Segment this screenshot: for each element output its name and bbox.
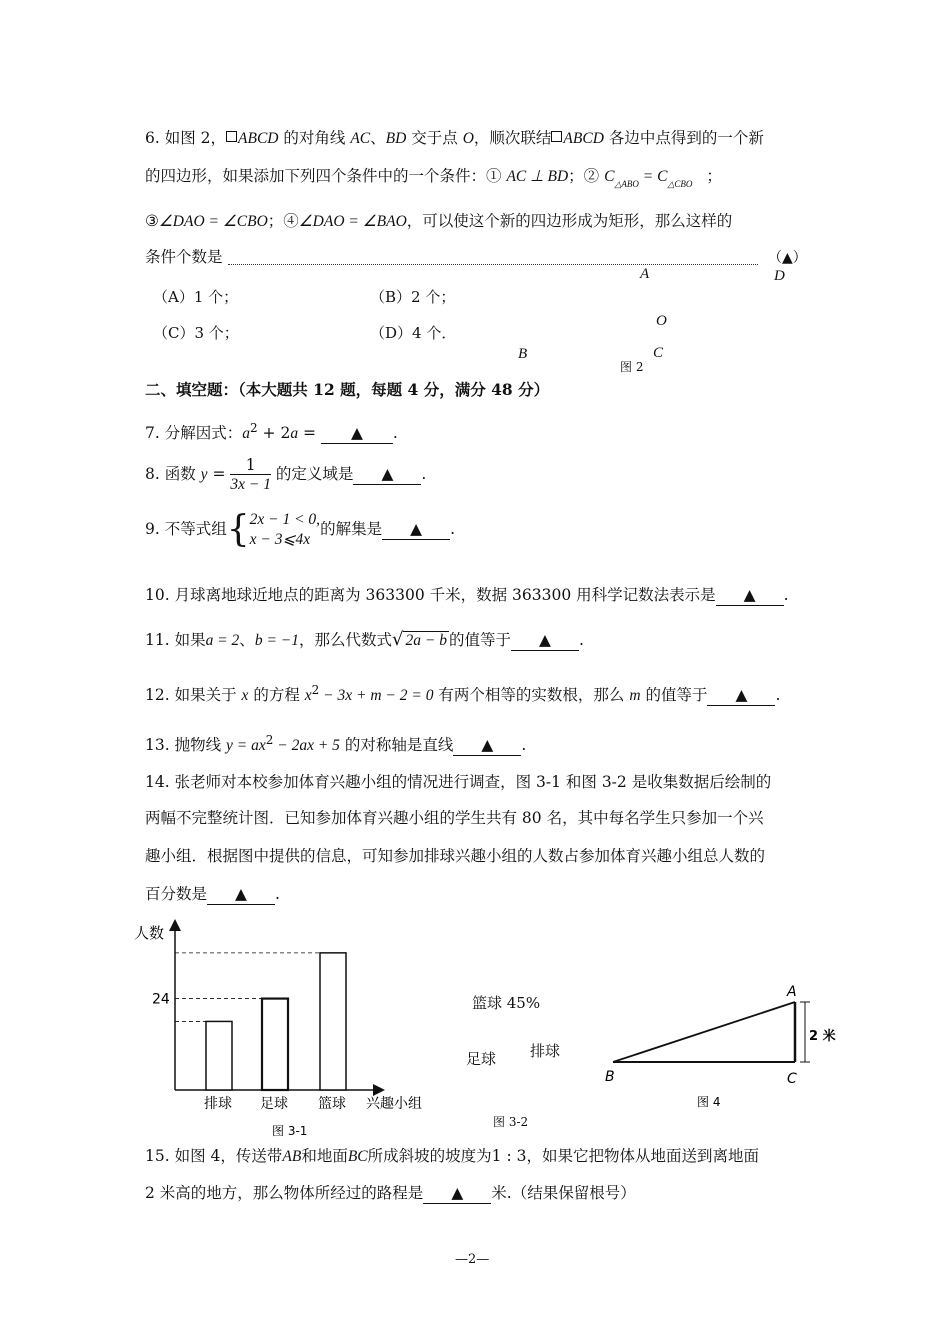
q14-answer-blank[interactable]: ▲ bbox=[207, 884, 275, 905]
q11-answer-blank[interactable]: ▲ bbox=[511, 630, 579, 651]
fig4-triangle bbox=[595, 980, 845, 1110]
parallelogram-icon bbox=[551, 131, 562, 142]
fig2-label-a: A bbox=[640, 266, 650, 282]
q14-line4: 百分数是 ▲ . bbox=[145, 885, 280, 903]
y-tick-label-24: 24 bbox=[152, 991, 170, 1008]
bar-篮球 bbox=[320, 953, 346, 1090]
fig3-2-caption: 图 3-2 bbox=[493, 1115, 529, 1129]
page-number: —2— bbox=[455, 1252, 490, 1267]
fig4-height-label: 2 米 bbox=[809, 1029, 836, 1044]
q6-answer-mark: （▲） bbox=[768, 250, 807, 266]
fig4-label-b: B bbox=[605, 1069, 615, 1085]
q9: 9. 不等式组{ 2x − 1 < 0, x − 3⩽4x 的解集是 ▲ . bbox=[145, 509, 456, 550]
x-tick-label-football: 足球 bbox=[260, 1096, 288, 1112]
q7: 7. 分解因式：$a^2 + 2a$ = ▲ . bbox=[145, 421, 398, 443]
y-axis-label: 人数 bbox=[134, 924, 165, 942]
q10: 10. 月球离地球近地点的距离为 363300 千米，数据 363300 用科学记数法表示是 ▲ . bbox=[145, 586, 789, 604]
bar-足球 bbox=[262, 999, 288, 1090]
q6-line4: 条件个数是 bbox=[145, 248, 223, 266]
q6-line2: 的四边形，如果添加下列四个条件中的一个条件：① AC ⊥ BD；② $C_{\triangle ABO} = C_{\triangle CBO}$ ； bbox=[145, 167, 722, 189]
q10-answer-blank[interactable]: ▲ bbox=[716, 585, 784, 606]
x-axis-label: 兴趣小组 bbox=[366, 1096, 422, 1112]
q15-answer-blank[interactable]: ▲ bbox=[423, 1183, 491, 1204]
q6-line1: 6. 如图 2， ABCD 的对角线 AC、BD 交于点 O，顺次联结 ABCD 各边中点得到的一个新 bbox=[145, 129, 764, 147]
q8: 8. 函数 y = $\frac{1}{3x - 1}$ 的定义域是 ▲ . bbox=[145, 456, 427, 493]
q12-answer-blank[interactable]: ▲ bbox=[707, 685, 775, 706]
fig3-2-label-football: 足球 bbox=[466, 1050, 497, 1068]
bar-排球 bbox=[206, 1021, 232, 1090]
fig2-label-o: O bbox=[656, 313, 667, 329]
fig2-label-c: C bbox=[653, 345, 664, 361]
q6-line3: ③∠DAO = ∠CBO；④∠DAO = ∠BAO，可以使这个新的四边形成为矩形，那么这样的 bbox=[145, 212, 733, 230]
fig2-label-b: B bbox=[518, 346, 528, 362]
fig2-label-d: D bbox=[774, 268, 785, 284]
q12: 12. 如果关于 x 的方程 $x^2 - 3x + m - 2 = 0$ 有两个相等的实数根，那么 m 的值等于 ▲ . bbox=[145, 683, 781, 705]
fig2-caption: 图 2 bbox=[620, 360, 644, 374]
q8-answer-blank[interactable]: ▲ bbox=[353, 464, 421, 485]
q13: 13. 抛物线 $y = ax^2 - 2ax + 5$ 的对称轴是直线 ▲ . bbox=[145, 733, 527, 755]
x-tick-label-volleyball: 排球 bbox=[204, 1096, 232, 1112]
q6-option-c: （C）3 个； bbox=[153, 324, 239, 342]
section-2-header: 二、填空题：（本大题共 12 题，每题 4 分，满分 48 分） bbox=[145, 380, 550, 399]
parallelogram-icon bbox=[226, 131, 237, 142]
q8-fraction: $\frac{1}{3x - 1}$ bbox=[230, 456, 271, 493]
q11: 11. 如果a = 2、b = −1，那么代数式√ 2a − b 的值等于 ▲ . bbox=[145, 629, 584, 650]
fig4-caption: 图 4 bbox=[697, 1095, 721, 1109]
fig3-2-label-volleyball: 排球 bbox=[530, 1042, 561, 1060]
fig4-label-c: C bbox=[787, 1071, 797, 1087]
q14-line2: 两幅不完整统计图．已知参加体育兴趣小组的学生共有 80 名，其中每名学生只参加一个兴 bbox=[145, 809, 764, 827]
fig3-1-caption: 图 3-1 bbox=[272, 1124, 308, 1138]
side-ab bbox=[613, 1002, 795, 1062]
q6-option-b: （B）2 个； bbox=[370, 288, 456, 306]
q6-option-a: （A）1 个； bbox=[153, 288, 239, 306]
q9-answer-blank[interactable]: ▲ bbox=[382, 519, 450, 540]
q15-line2: 2 米高的地方，那么物体所经过的路程是 ▲ 米.（结果保留根号） bbox=[145, 1184, 636, 1202]
q13-answer-blank[interactable]: ▲ bbox=[453, 735, 521, 756]
q15-line1: 15. 如图 4，传送带AB和地面BC所成斜坡的坡度为1 : 3，如果它把物体从地面送到离地面 bbox=[145, 1147, 759, 1165]
fig3-1-bar-chart bbox=[120, 910, 450, 1150]
fig3-2-label-basketball: 篮球 45% bbox=[472, 994, 541, 1012]
q6-option-d: （D）4 个． bbox=[370, 324, 457, 342]
leader-dots bbox=[228, 244, 758, 265]
x-tick-label-basketball: 篮球 bbox=[318, 1096, 346, 1112]
q14-line1: 14. 张老师对本校参加体育兴趣小组的情况进行调查，图 3-1 和图 3-2 是收集数据后绘制的 bbox=[145, 773, 772, 791]
q7-answer-blank[interactable]: ▲ bbox=[321, 423, 393, 444]
fig4-label-a: A bbox=[787, 984, 797, 1000]
q14-line3: 趣小组．根据图中提供的信息，可知参加排球兴趣小组的人数占参加体育兴趣小组总人数的 bbox=[145, 847, 766, 865]
